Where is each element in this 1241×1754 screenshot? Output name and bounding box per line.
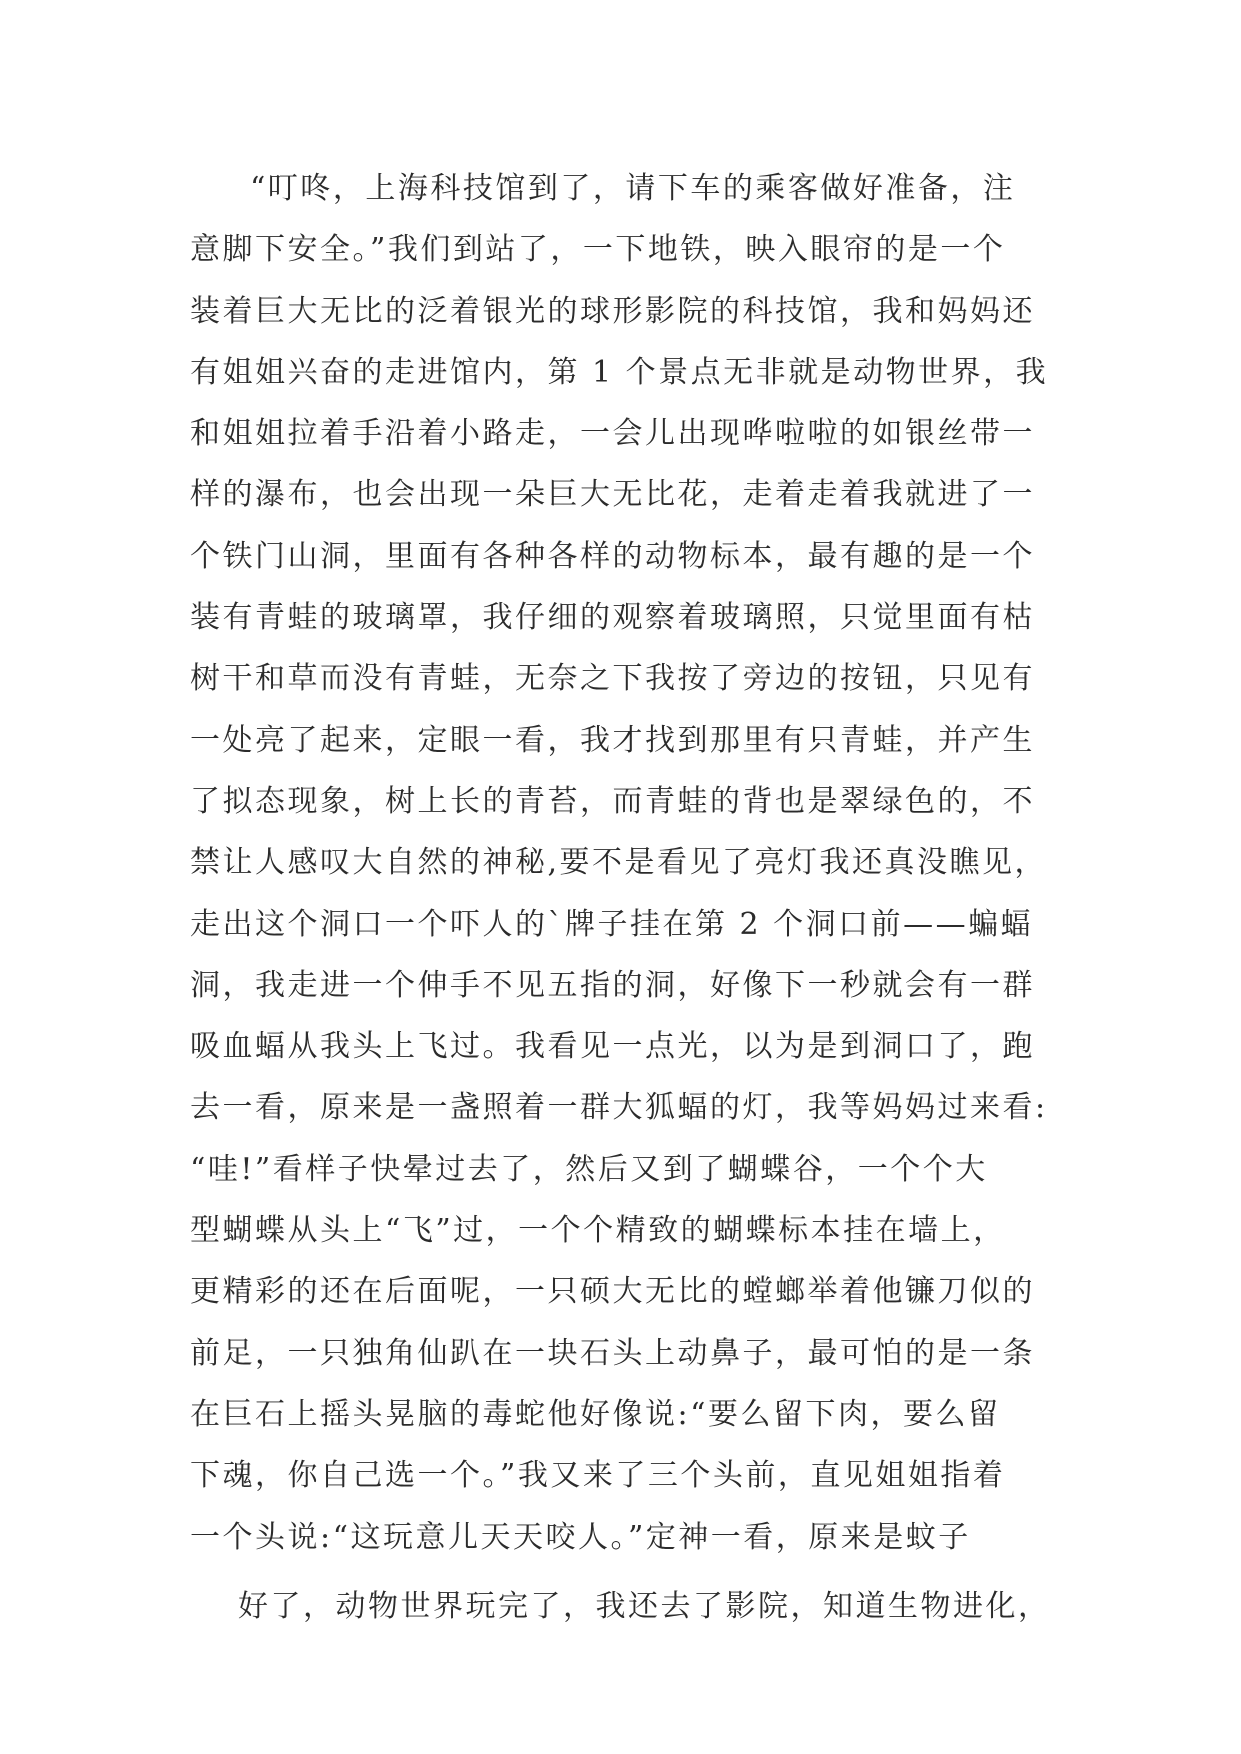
text-line: 了拟态现象，树上长的青苔，而青蛙的背也是翠绿色的，不	[190, 783, 1035, 819]
essay-body	[190, 158, 1070, 1637]
text-line: 好了，动物世界玩完了，我还去了影院，知道生物进化，	[238, 1588, 1051, 1624]
text-line: 在巨石上摇头晃脑的毒蛇他好像说:“要么留下肉，要么留	[190, 1396, 1001, 1432]
text-line: 洞，我走进一个伸手不见五指的洞，好像下一秒就会有一群	[190, 967, 1035, 1003]
text-line: 树干和草而没有青蛙，无奈之下我按了旁边的按钮，只见有	[190, 661, 1035, 697]
text-line: “哇!”看样子快晕过去了，然后又到了蝴蝶谷，一个个大	[190, 1151, 988, 1187]
text-line: 个铁门山洞，里面有各种各样的动物标本，最有趣的是一个	[190, 538, 1035, 574]
text-line: 吸血蝠从我头上飞过。我看见一点光，以为是到洞口了，跑	[190, 1029, 1035, 1065]
text-line: 型蝴蝶从头上“飞”过，一个个精致的蝴蝶标本挂在墙上，	[190, 1213, 1006, 1249]
text-line: 有姐姐兴奋的走进馆内，第 1 个景点无非就是动物世界，我	[190, 354, 1049, 390]
text-line: 禁让人感叹大自然的神秘,要不是看见了亮灯我还真没瞧见，	[190, 845, 1048, 881]
text-line: 和姐姐拉着手沿着小路走，一会儿出现哗啦啦的如银丝带一	[190, 416, 1035, 452]
text-line: 装着巨大无比的泛着银光的球形影院的科技馆，我和妈妈还	[190, 293, 1035, 329]
text-line: 前足，一只独角仙趴在一块石头上动鼻子，最可怕的是一条	[190, 1335, 1035, 1371]
text-line: 装有青蛙的玻璃罩，我仔细的观察着玻璃照，只觉里面有枯	[190, 600, 1035, 636]
text-line: “叮咚，上海科技馆到了，请下车的乘客做好准备，注	[250, 171, 1016, 206]
text-line: 走出这个洞口一个吓人的`牌子挂在第 2 个洞口前——蝙蝠	[190, 906, 1034, 942]
text-line: 去一看，原来是一盏照着一群大狐蝠的灯，我等妈妈过来看:	[190, 1090, 1048, 1126]
text-line: 下魂，你自己选一个。”我又来了三个头前，直见姐姐指着	[190, 1458, 1006, 1494]
text-line: 更精彩的还在后面呢，一只硕大无比的螳螂举着他镰刀似的	[190, 1274, 1035, 1310]
text-line: 样的瀑布，也会出现一朵巨大无比花，走着走着我就进了一	[190, 477, 1035, 513]
text-line: 一处亮了起来，定眼一看，我才找到那里有只青蛙，并产生	[190, 722, 1035, 758]
text-line: 意脚下安全。”我们到站了，一下地铁，映入眼帘的是一个	[190, 232, 1006, 268]
text-line: 一个头说:“这玩意儿天天咬人。”定神一看，原来是蚊子	[190, 1519, 971, 1555]
